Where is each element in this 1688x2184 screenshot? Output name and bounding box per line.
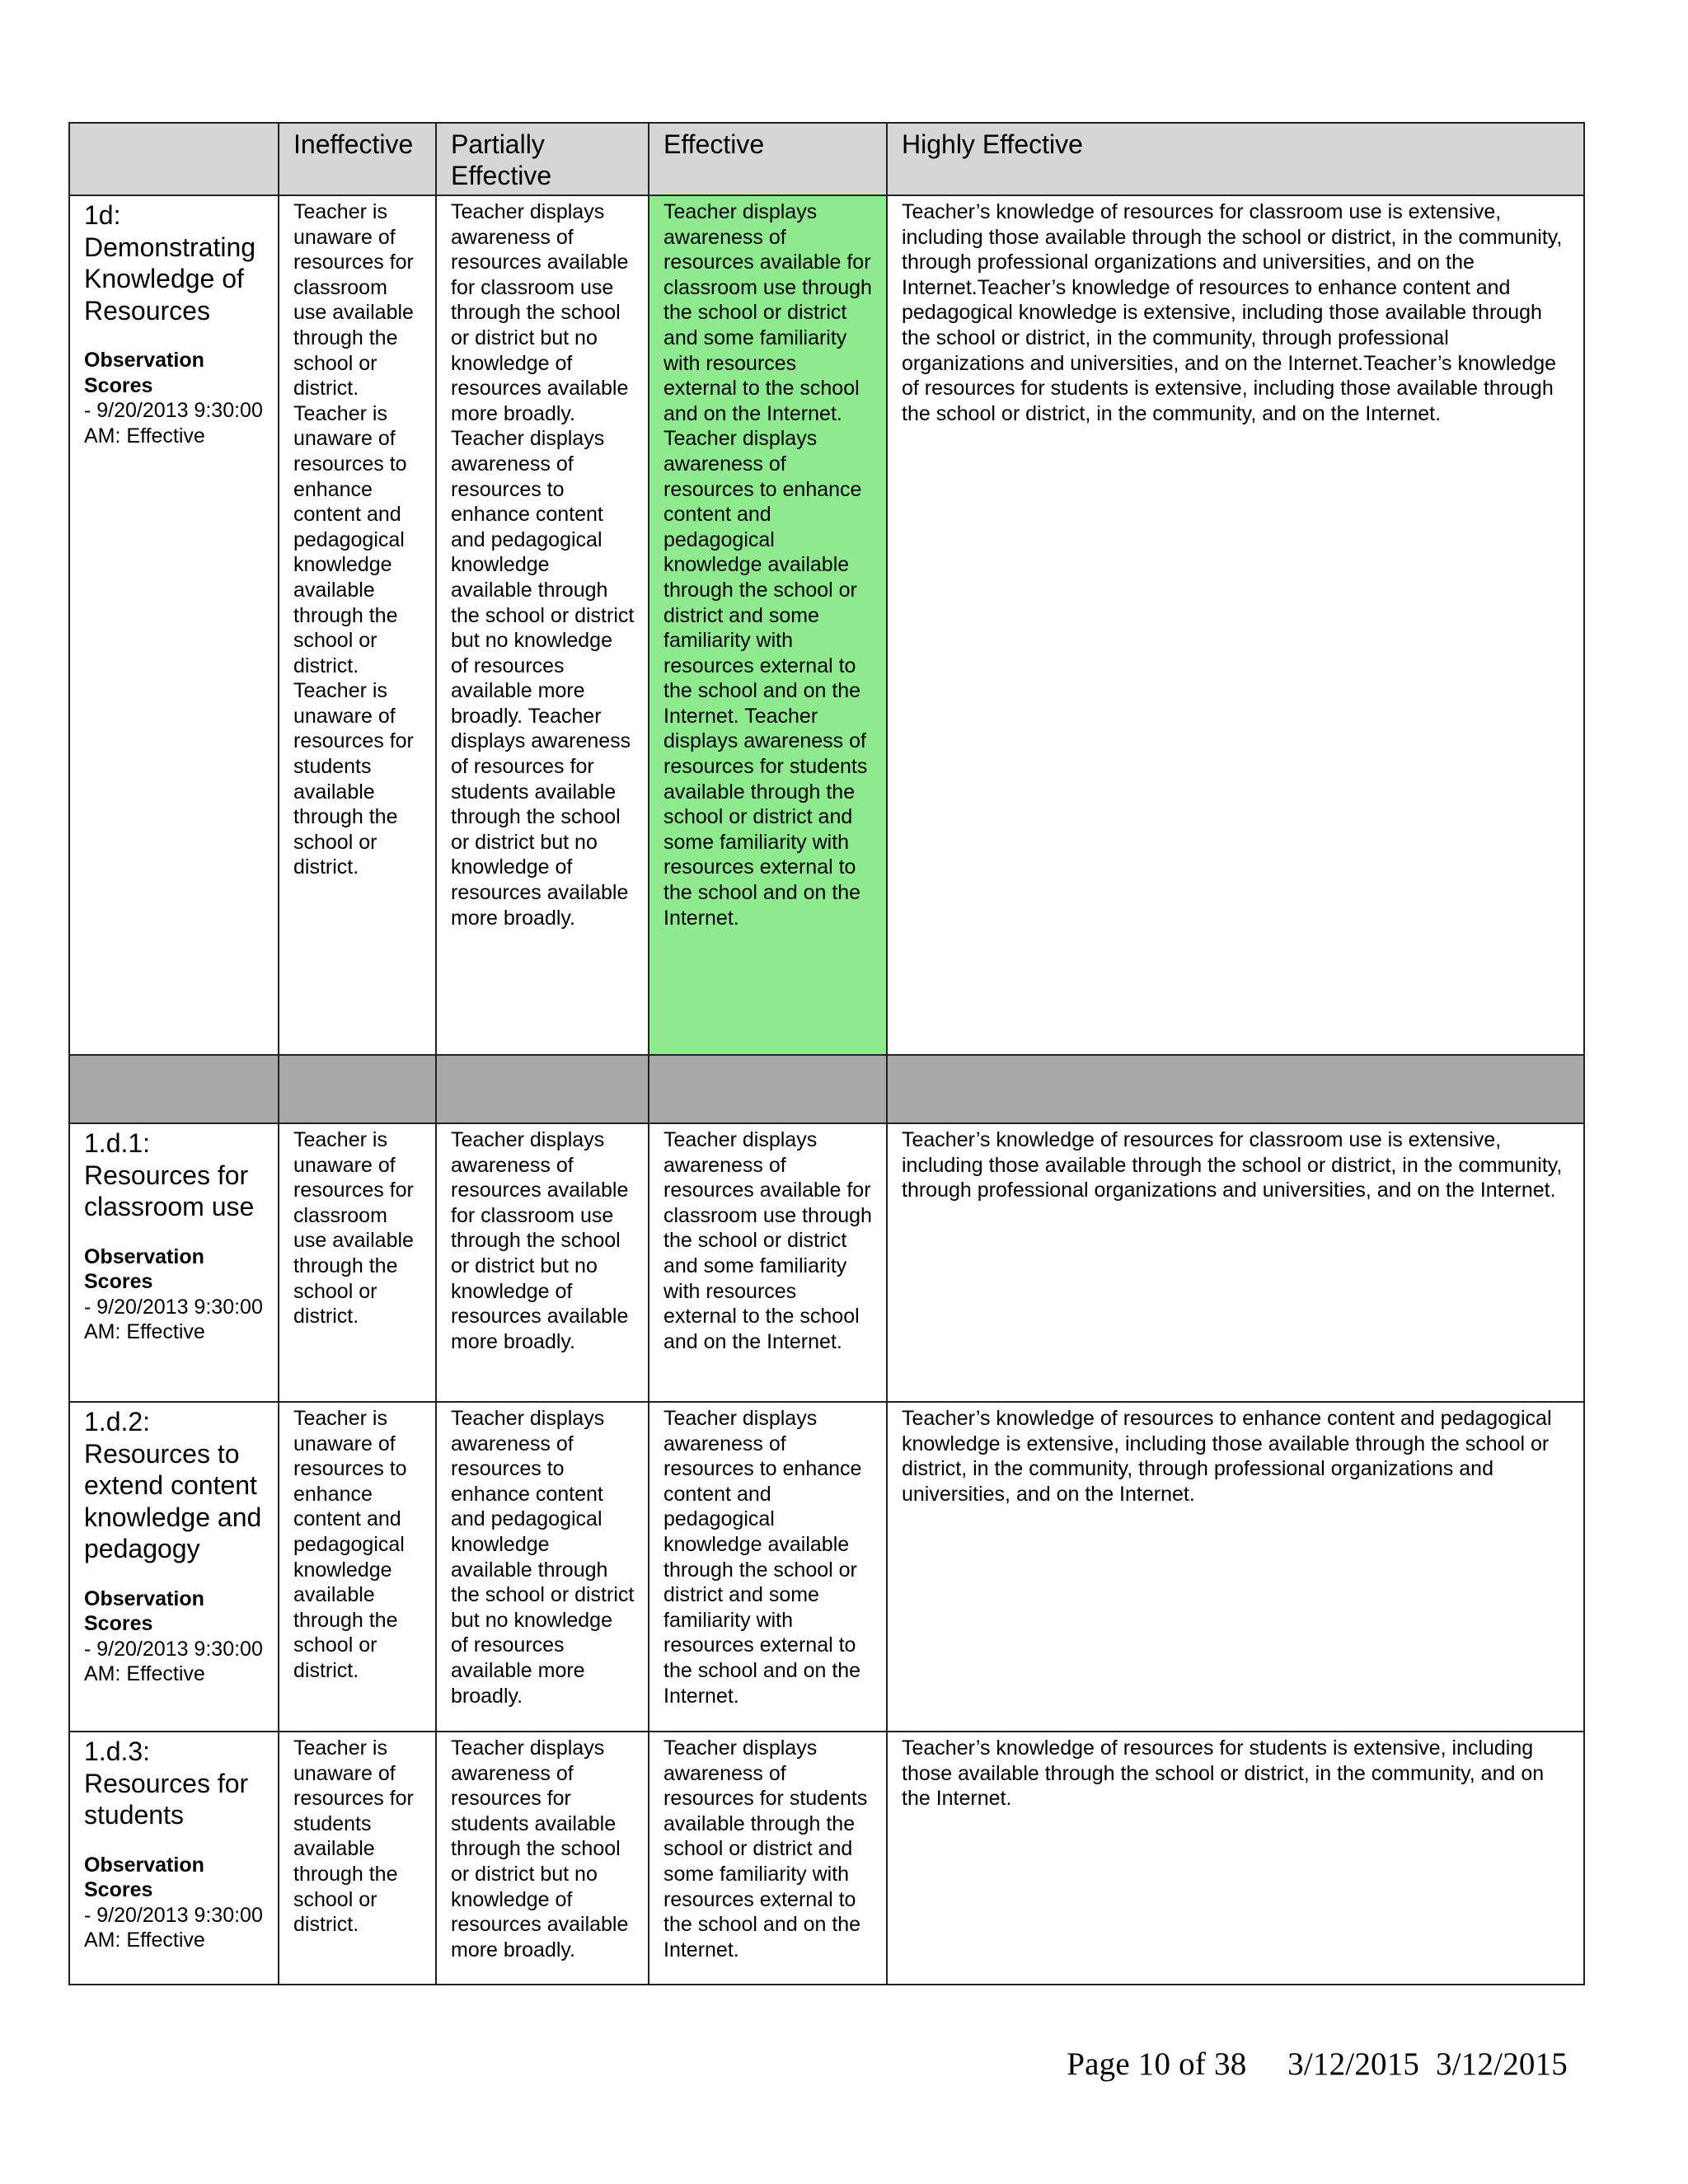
table-row [69,1123,1584,1402]
component-cell [69,1732,279,1985]
observation-label: Scores [84,1270,153,1294]
component-cell [69,1402,279,1732]
observation-score: - 9/20/2013 9:30:00 AM: Effective [84,1637,263,1686]
effective-cell [649,1732,887,1985]
effective-cell [649,1402,887,1732]
component-title: 1.d.2: Resources to extend content knowledge and pedagogy [84,1407,262,1563]
observation-label: Observation [84,1244,204,1268]
header-partially-effective: Partially Effective [436,123,649,195]
component-title: 1.d.3: Resources for students [84,1736,249,1830]
effective-text: Teacher displays awareness of resources for students available through the school or district and some familiarity with resources external to the school and on the Internet. [663,1736,868,1961]
highly-effective-text: Teacher’s knowledge of resources for classroom use is extensive, including those available through the school or district, in the community, through professional organizations and universities, and on the Internet.Teacher’s knowledge of resources to enhance content and pedagogical knowledge is extensive, including those available through the school or district, in the community, through professional organizations and universities, and on the Internet.Teacher’s knowledge of resources for students is extensive, including those available through the school or district, in the community, and on the Internet. [902,200,1563,425]
page-footer: Page 10 of 38 3/12/2015 3/12/2015 [1067,2046,1568,2082]
effective-cell-selected [649,195,887,1055]
partially-effective-text: Teacher displays awareness of resources to enhance content and pedagogical knowledge available through the school or district but no knowledge of resources available more broadly. [451,1407,635,1708]
spacer-cell [887,1055,1584,1123]
header-highly-effective: Highly Effective [887,123,1584,195]
highly-effective-text: Teacher’s knowledge of resources for students is extensive, including those available through the school or district, in the community, and on the Internet. [902,1736,1545,1811]
table-row [69,1732,1584,1985]
spacer-cell [436,1055,649,1123]
component-cell [69,1123,279,1402]
observation-label: Scores [84,1878,153,1902]
partially-effective-cell [436,195,649,1055]
header-blank [69,123,279,195]
ineffective-text: Teacher is unaware of resources to enhance content and pedagogical knowledge available through the school or district. [293,1407,407,1682]
header-effective: Effective [649,123,887,195]
component-title: 1d: Demonstrating Knowledge of Resources [84,200,256,326]
observation-label: Observation [84,349,204,372]
ineffective-text: Teacher is unaware of resources for classroom use available through the school or district. Teacher is unaware of resources to enhance content and pedagogical knowledge available through the school or district. Teacher is unaware of resources for students available through the school or district. [293,200,414,879]
ineffective-cell [279,1732,436,1985]
observation-score: - 9/20/2013 9:30:00 AM: Effective [84,1903,263,1952]
component-title: 1.d.1: Resources for classroom use [84,1128,255,1221]
highly-effective-cell [887,1402,1584,1732]
highly-effective-cell [887,195,1584,1055]
partially-effective-cell [436,1732,649,1985]
observation-score: - 9/20/2013 9:30:00 AM: Effective [84,399,263,448]
highly-effective-cell [887,1732,1584,1985]
highly-effective-cell [887,1123,1584,1402]
observation-score: - 9/20/2013 9:30:00 AM: Effective [84,1295,263,1344]
spacer-cell [649,1055,887,1123]
ineffective-cell [279,1123,436,1402]
partially-effective-cell [436,1123,649,1402]
observation-label: Scores [84,373,153,397]
table-row [69,195,1584,1055]
observation-label: Scores [84,1612,153,1636]
effective-text: Teacher displays awareness of resources to enhance content and pedagogical knowledge available through the school or district and some familiarity with resources external to the school and on the Internet. [663,1407,862,1708]
table-row [69,1402,1584,1732]
spacer-row [69,1055,1584,1123]
header-ineffective: Ineffective [279,123,436,195]
spacer-cell [279,1055,436,1123]
ineffective-cell [279,195,436,1055]
partially-effective-text: Teacher displays awareness of resources available for classroom use through the school or district but no knowledge of resources available more broadly. Teacher displays awareness of resources to enhance content and pedagogical knowledge available through the school or district but no knowledge of resources available more broadly. Teacher displays awareness of resources for students available through the school or district but no knowledge of resources available more broadly. [451,200,635,930]
partially-effective-cell [436,1402,649,1732]
header-row [69,123,1584,195]
highly-effective-text: Teacher’s knowledge of resources for classroom use is extensive, including those available through the school or district, in the community, through professional organizations and universities, and on the Internet. [902,1128,1563,1202]
observation-label: Observation [84,1586,204,1610]
partially-effective-text: Teacher displays awareness of resources available for classroom use through the school or district but no knowledge of resources available more broadly. [451,1128,629,1353]
effective-text: Teacher displays awareness of resources available for classroom use through the school or district and some familiarity with resources external to the school and on the Internet. [663,1128,872,1353]
ineffective-text: Teacher is unaware of resources for students available through the school or district. [293,1736,414,1937]
highly-effective-text: Teacher’s knowledge of resources to enhance content and pedagogical knowledge is extensive, including those available through the school or district, in the community, through professional organizations and universities, and on the Internet. [902,1407,1552,1506]
partially-effective-text: Teacher displays awareness of resources for students available through the school or district but no knowledge of resources available more broadly. [451,1736,629,1961]
spacer-cell [69,1055,279,1123]
observation-label: Observation [84,1853,204,1877]
ineffective-text: Teacher is unaware of resources for classroom use available through the school or district. [293,1128,414,1329]
component-cell [69,195,279,1055]
ineffective-cell [279,1402,436,1732]
rubric-table [68,122,1585,1985]
effective-text: Teacher displays awareness of resources available for classroom use through the school or district and some familiarity with resources external to the school and on the Internet. Teacher displays awareness of resources to enhance content and pedagogical knowledge available through the school or district and some familiarity with resources external to the school and on the Internet. Teacher displays awareness of resources for students available through the school or district and some familiarity with resources external to the school and on the Internet. [663,200,872,930]
effective-cell [649,1123,887,1402]
